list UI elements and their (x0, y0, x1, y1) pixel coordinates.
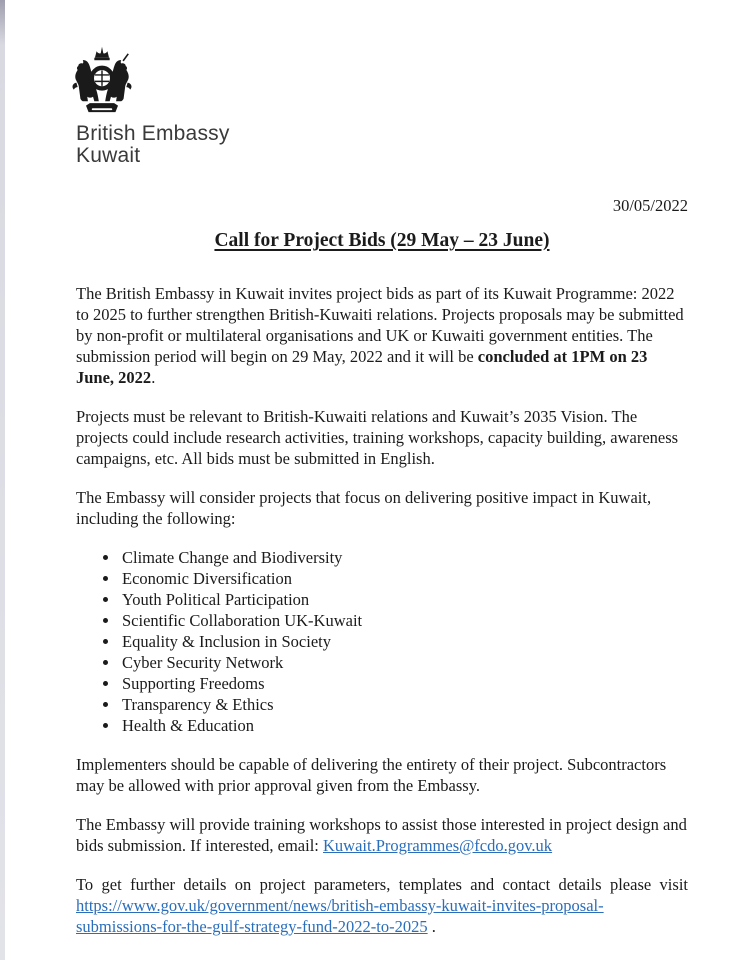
list-item: • Climate Change and Biodiversity (120, 547, 688, 568)
list-item: • Cyber Security Network (120, 652, 688, 673)
list-item: • Transparency & Ethics (120, 694, 688, 715)
paragraph-intro-text: The British Embassy in Kuwait invites project bids as part of its Kuwait Programme: 2022 to 2025 to further strengthen British-Kuwaiti relations. Projects proposals may be submitted by non-profit or multilateral organisations and UK or Kuwaiti government entities. The submission period will begin on 29 May, 2022 and it will be (76, 284, 684, 366)
paragraph-intro-period: . (151, 368, 156, 387)
focus-areas-list (76, 547, 688, 736)
embassy-name-line2: Kuwait (76, 144, 141, 167)
list-item: • Economic Diversification (120, 568, 688, 589)
paragraph-further-details-text: To get further details on project parameters, templates and contact details please visit (76, 875, 688, 894)
paragraph-relevance: Projects must be relevant to British-Kuwaiti relations and Kuwait’s 2035 Vision. The projects could include research activities, training workshops, capacity building, awareness campaigns, etc. All bids must be submitted in English. (76, 407, 679, 468)
list-item: • Supporting Freedoms (120, 673, 688, 694)
list-item: • Youth Political Participation (120, 589, 688, 610)
email-link[interactable]: Kuwait.Programmes@fcdo.gov.uk (323, 836, 553, 855)
paragraph-further-details (76, 874, 688, 937)
list-item: • Scientific Collaboration UK-Kuwait (120, 610, 688, 631)
paragraph-intro (76, 283, 688, 388)
document-date: 30/05/2022 (612, 196, 688, 215)
embassy-logo (76, 44, 688, 167)
royal-coat-of-arms-icon (70, 44, 134, 120)
page-edge-shadow (0, 0, 5, 960)
paragraph-workshops-text: The Embassy will provide training workshops to assist those interested in project design and bids submission. If interested, email: (76, 815, 687, 855)
list-item: • Health & Education (120, 715, 688, 736)
paragraph-focus-areas-lead: The Embassy will consider projects that focus on delivering positive impact in Kuwait, including the following: (76, 488, 652, 528)
page-title (76, 228, 688, 253)
paragraph-further-details-period: . (427, 917, 436, 936)
embassy-name (76, 123, 688, 167)
embassy-name-line1: British Embassy (76, 122, 230, 145)
page-title-text: Call for Project Bids (29 May – 23 June) (214, 230, 550, 251)
list-item: • Equality & Inclusion in Society (120, 631, 688, 652)
paragraph-workshops (76, 814, 688, 856)
govuk-link[interactable]: https://www.gov.uk/government/news/british-embassy-kuwait-invites-proposal-submissions-for-the-gulf-strategy-fund-2022-to-2025 (76, 896, 604, 936)
deadline-bold-text: concluded at 1PM on 23 June, 2022 (76, 347, 648, 387)
paragraph-implementers: Implementers should be capable of delivering the entirety of their project. Subcontractors may be allowed with prior approval given from the Embassy. (76, 755, 667, 795)
